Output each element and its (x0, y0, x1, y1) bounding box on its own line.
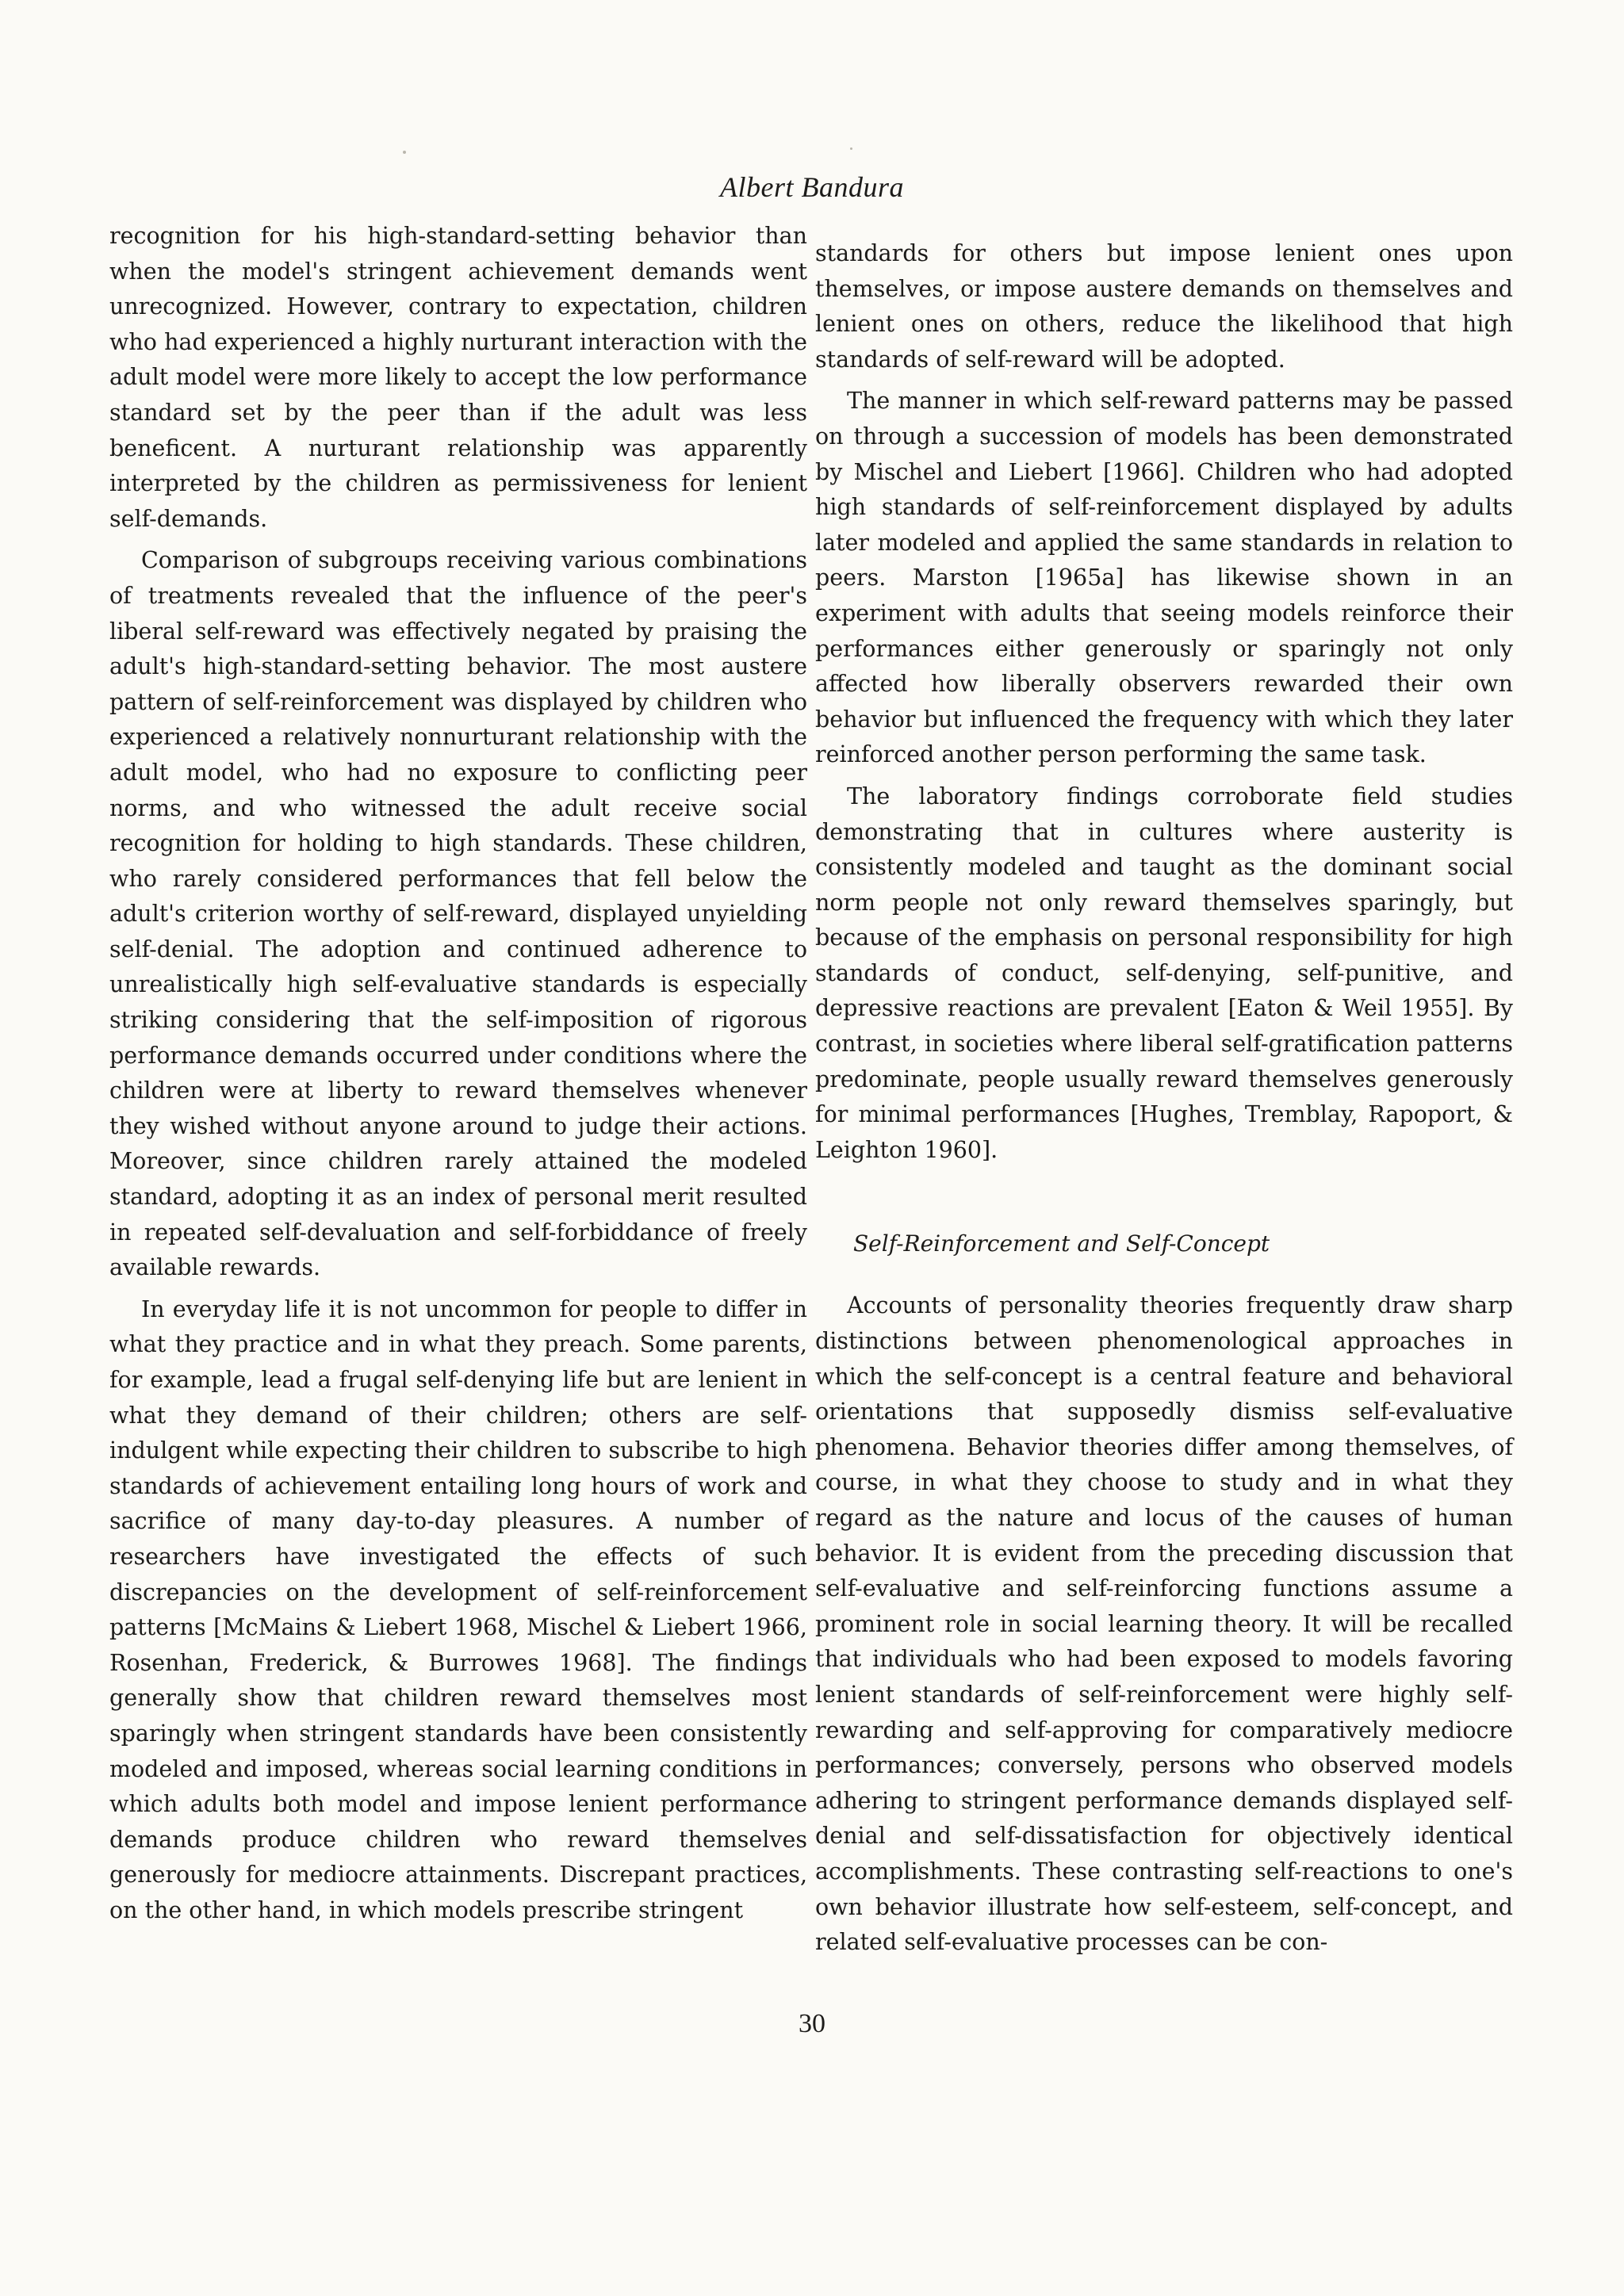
paragraph: The manner in which self-reward patterns may be passed on through a succession of models has been demonstrated by Mischel and Liebert [1966]. Children who had adopted high standards of self-reinforcement displayed by adults later modeled and applied the same standards in relation to peers. Marston [1965a] has likewise shown in an experiment with adults that seeing models reinforce their performances either generously or sparingly not only affected how liberally observers rewarded their own behavior but influenced the frequency with which they later reinforced another person performing the same task. (815, 388, 1513, 768)
paragraph: In everyday life it is not uncommon for people to differ in what they practice and in what they preach. Some parents, for example, lead a frugal self-denying life but are lenient in what they demand of their children; others are self-indulgent while expecting their children to subscribe to high standards of achievement entailing long hours of work and sacrifice of many day-to-day pleasures. A number of researchers have investigated the effects of such discrepancies on the development of self-reinforcement patterns [McMains & Liebert 1968, Mischel & Liebert 1966, Rosenhan, Frederick, & Burrowes 1968]. The findings generally show that children reward themselves most sparingly when stringent standards have been consistently modeled and imposed, whereas social learning conditions in which adults both model and impose lenient performance demands produce children who reward themselves generously for mediocre attainments. Discrepant practices, on the other hand, in which models prescribe stringent (109, 1295, 807, 1923)
section-heading: Self-Reinforcement and Self-Concept (853, 1230, 1270, 1257)
paragraph: The laboratory findings corroborate field studies demonstrating that in cultures where austerity is consistently modeled and taught as the dominant social norm people not only reward themselves sparingly, but because of the emphasis on personal responsibility for high standards of conduct, self-denying, self-punitive, and depressive reactions are prevalent [Eaton & Weil 1955]. By contrast, in societies where liberal self-gratification patterns predominate, people usually reward themselves generously for minimal performances [Hughes, Tremblay, Rapoport, & Leighton 1960]. (815, 783, 1513, 1163)
running-head: Albert Bandura (720, 171, 904, 203)
paragraph: Comparison of subgroups receiving various combinations of treatments revealed that the influence of the peer's liberal self-reward was effectively negated by praising the adult's high-standard-setting behavior. The most austere pattern of self-reinforcement was displayed by children who experienced a relatively nonnurturant relationship with the adult model, who had no exposure to conflicting peer norms, and who witnessed the adult receive social recognition for holding to high standards. These children, who rarely considered performances that fell below the adult's criterion worthy of self-reward, displayed unyielding self-denial. The adoption and continued adherence to unrealistically high self-evaluative standards is especially striking considering that the self-imposition of rigorous performance demands occurred under conditions where the children were at liberty to reward themselves whenever they wished without anyone around to judge their actions. Moreover, since children rarely attained the modeled standard, adopting it as an index of personal merit resulted in repeated self-devaluation and self-forbiddance of freely available rewards. (109, 547, 807, 1281)
right-column (815, 236, 1513, 1967)
paragraph: recognition for his high-standard-setting behavior than when the model's stringent achievement demands went unrecognized. However, contrary to expectation, children who had experienced a highly nurturant interaction with the adult model were more likely to accept the low performance standard set by the peer than if the adult was less beneficent. A nurturant relationship was apparently interpreted by the children as permissiveness for lenient self-demands. (109, 223, 807, 532)
paragraph: standards for others but impose lenient ones upon themselves, or impose austere demands on themselves and lenient ones on others, reduce the likelihood that high standards of self-reward will be adopted. (815, 240, 1513, 373)
left-column (109, 219, 807, 1935)
scan-speck (403, 151, 406, 154)
scan-speck (850, 147, 852, 150)
paragraph: Accounts of personality theories frequently draw sharp distinctions between phenomenological approaches in which the self-concept is a central feature and behavioral orientations that supposedly dismiss self-evaluative phenomena. Behavior theories differ among themselves, of course, in what they choose to study and in what they regard as the nature and locus of the causes of human behavior. It is evident from the preceding discussion that self-evaluative and self-reinforcing functions assume a prominent role in social learning theory. It will be recalled that individuals who had been exposed to models favoring lenient standards of self-reinforcement were highly self-rewarding and self-approving for comparatively mediocre performances; conversely, persons who observed models adhering to stringent performance demands displayed self-denial and self-dissatisfaction for objectively identical accomplishments. These contrasting self-reactions to one's own behavior illustrate how self-esteem, self-concept, and related self-evaluative processes can be con- (815, 1292, 1513, 1956)
page-number: 30 (799, 2009, 825, 2038)
